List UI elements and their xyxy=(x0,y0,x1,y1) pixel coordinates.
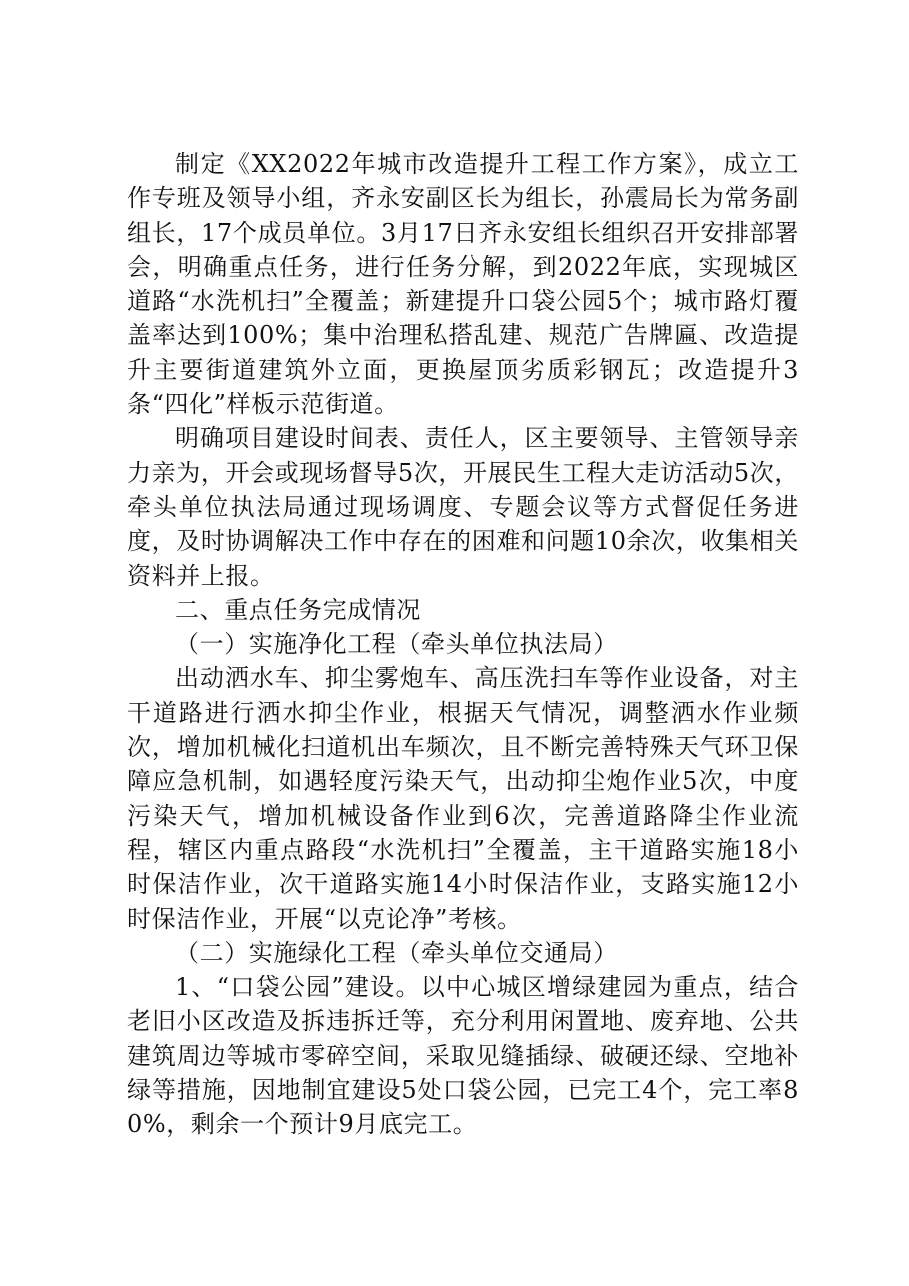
paragraph-purification: 出动洒水车、抑尘雾炮车、高压洗扫车等作业设备，对主干道路进行洒水抑尘作业，根据天气情况，调整洒水作业频次，增加机械化扫道机出车频次，且不断完善特殊天气环卫保障应急机制，如遇轻度污染天气，出动抑尘炮作业5次，中度污染天气，增加机械设备作业到6次，完善道路降尘作业流程，辖区内重点路段“水洗机扫”全覆盖，主干道路实施18小时保洁作业，次干道路实施14小时保洁作业，支路实施12小时保洁作业，开展“以克论净”考核。 xyxy=(127,664,799,933)
subsection-heading-purification: （一）实施净化工程（牵头单位执法局） xyxy=(175,630,618,659)
section-heading: 二、重点任务完成情况 xyxy=(175,595,421,624)
subsection-heading-greening: （二）实施绿化工程（牵头单位交通局） xyxy=(175,938,618,967)
document-body xyxy=(127,147,799,1142)
paragraph-work-plan: 制定《XX2022年城市改造提升工程工作方案》，成立工作专班及领导小组，齐永安副区长为组长，孙震局长为常务副组长，17个成员单位。3月17日齐永安组长组织召开安排部署会，明确重点任务，进行任务分解，到2022年底，实现城区道路“水洗机扫”全覆盖；新建提升口袋公园5个；城市路灯覆盖率达到100%；集中治理私搭乱建、规范广告牌匾、改造提升主要街道建筑外立面，更换屋顶劣质彩钢瓦；改造提升3条“四化”样板示范街道。 xyxy=(127,150,799,419)
paragraph-pocket-park: 1、“口袋公园”建设。以中心城区增绿建园为重点，结合老旧小区改造及拆违拆迁等，充分利用闲置地、废弃地、公共建筑周边等城市零碎空间，采取见缝插绿、破硬还绿、空地补绿等措施，因地制宜建设5处口袋公园，已完工4个，完工率80%，剩余一个预计9月底完工。 xyxy=(127,973,799,1139)
paragraph-schedule: 明确项目建设时间表、责任人，区主要领导、主管领导亲力亲为，开会或现场督导5次，开展民生工程大走访活动5次，牵头单位执法局通过现场调度、专题会议等方式督促任务进度，及时协调解决工作中存在的困难和问题10余次，收集相关资料并上报。 xyxy=(127,424,799,590)
